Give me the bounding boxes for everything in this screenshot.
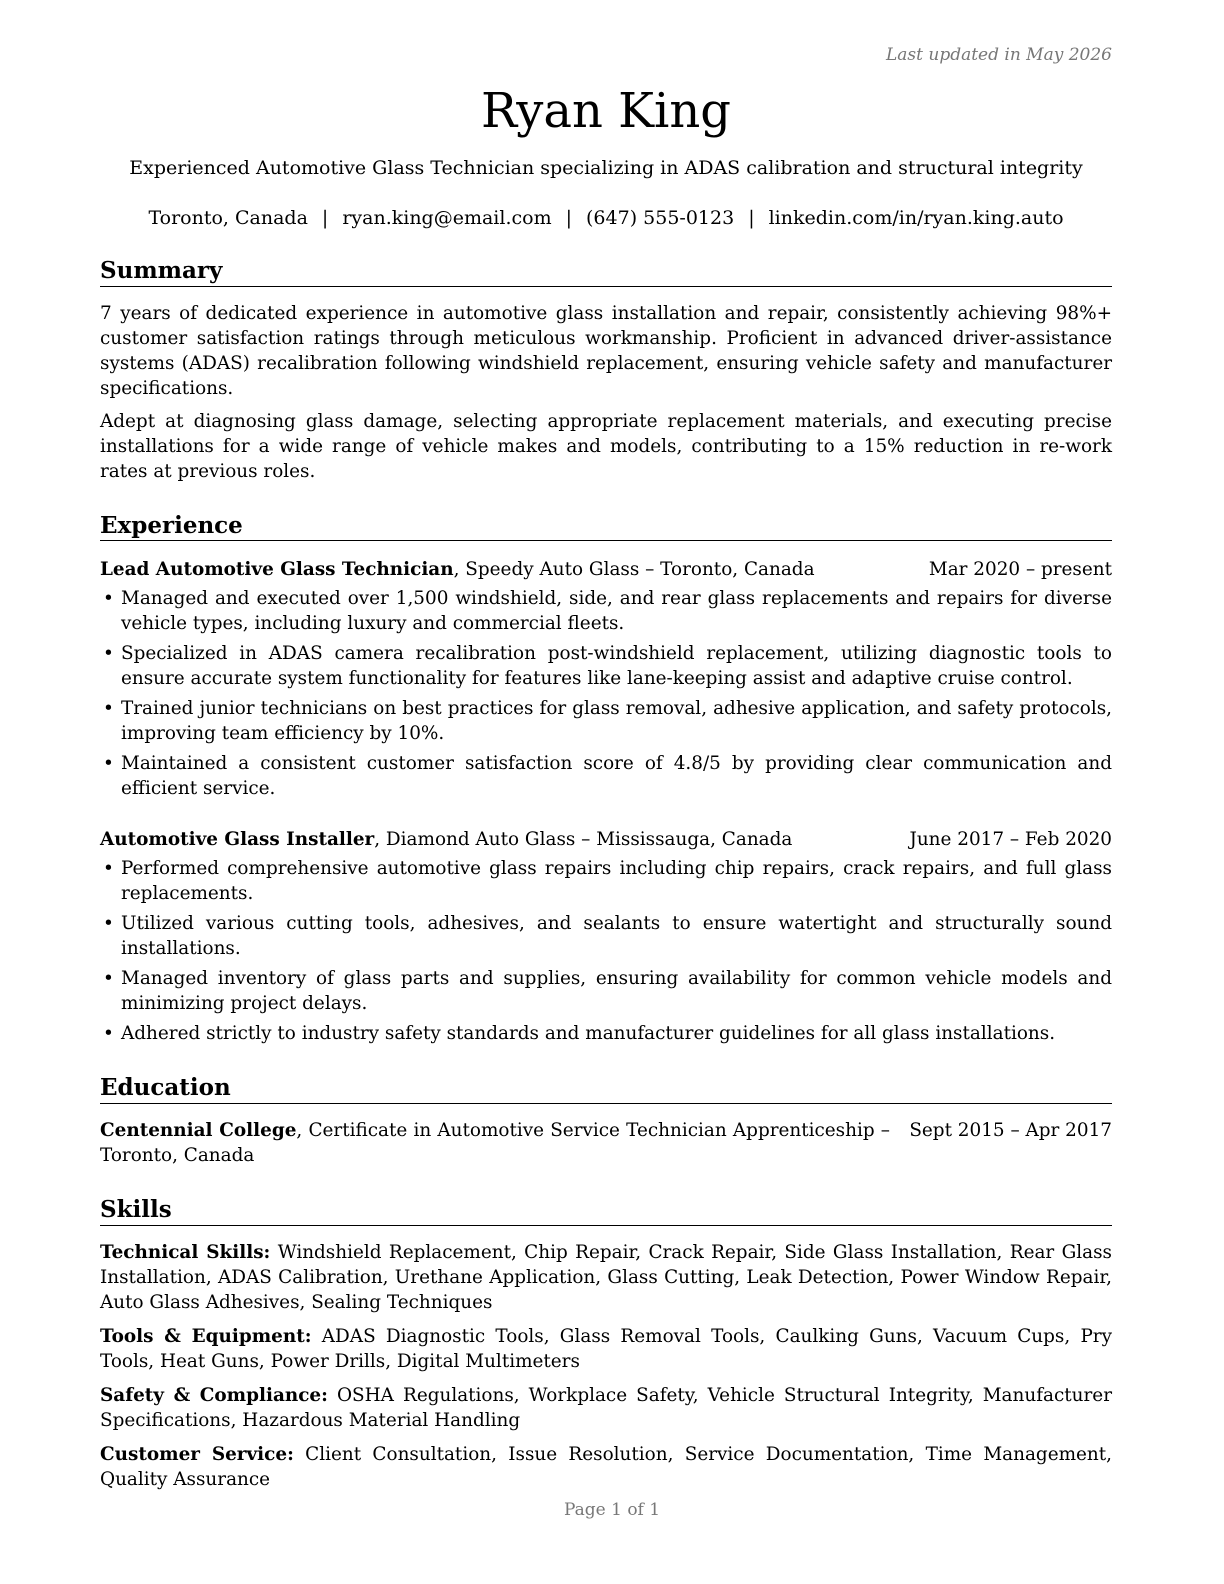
summary-heading: Summary <box>100 257 1112 287</box>
contact-separator: | <box>565 207 573 230</box>
list-item: • Managed inventory of glass parts and supplies, ensuring availability for common vehicle models and minimizing project delays. <box>100 966 1112 1016</box>
skill-label: Tools & Equipment: <box>100 1325 312 1347</box>
page-number: Page 1 of 1 <box>563 1500 661 1520</box>
list-item: • Trained junior technicians on best practices for glass removal, adhesive application, and safety protocols, improving team efficiency by 10%. <box>100 696 1112 746</box>
skill-group <box>100 1442 1112 1492</box>
contact-line <box>100 207 1112 229</box>
last-updated: Last updated in May 2026 <box>885 45 1112 65</box>
job-entry <box>100 827 1112 1046</box>
summary-paragraph: 7 years of dedicated experience in automotive glass installation and repair, consistently achieving 98%+ customer satisfaction ratings through meticulous workmanship. Proficient in advanced driver-assistance systems (ADAS) recalibration following windshield replacement, ensuring vehicle safety and manufacturer specifications. <box>100 302 1112 399</box>
education-entry <box>100 1118 1112 1168</box>
skill-group <box>100 1324 1112 1374</box>
experience-heading: Experience <box>100 512 1112 542</box>
skill-group <box>100 1240 1112 1315</box>
skill-group <box>100 1383 1112 1433</box>
list-item: • Utilized various cutting tools, adhesives, and sealants to ensure watertight and structurally sound installations. <box>100 911 1112 961</box>
job-company: , Diamond Auto Glass – Mississauga, Canada <box>374 829 793 851</box>
education-dates: Sept 2015 – Apr 2017 <box>909 1119 1112 1141</box>
skill-items: OSHA Regulations, Workplace Safety, Vehicle Structural Integrity, Manufacturer Specifications, Hazardous Material Handling <box>100 1384 1112 1431</box>
job-header <box>100 827 1112 852</box>
job-dates: June 2017 – Feb 2020 <box>909 829 1112 851</box>
list-item: • Maintained a consistent customer satisfaction score of 4.8/5 by providing clear communication and efficient service. <box>100 751 1112 801</box>
job-bullets <box>100 586 1112 801</box>
job-entry <box>100 557 1112 801</box>
list-item: • Specialized in ADAS camera recalibration post-windshield replacement, utilizing diagnostic tools to ensure accurate system functionality for features like lane-keeping assist and adaptive cruise control. <box>100 641 1112 691</box>
job-title-line <box>100 557 815 582</box>
contact-phone[interactable]: (647) 555-0123 <box>586 207 735 230</box>
list-item: • Performed comprehensive automotive glass repairs including chip repairs, crack repairs, and full glass replacements. <box>100 856 1112 906</box>
candidate-name: Ryan King <box>480 83 732 139</box>
education-detail <box>100 1118 890 1168</box>
skill-label: Customer Service: <box>100 1443 294 1465</box>
education-heading: Education <box>100 1074 1112 1104</box>
job-header <box>100 557 1112 582</box>
skill-items: Windshield Replacement, Chip Repair, Crack Repair, Side Glass Installation, Rear Glass Installation, ADAS Calibration, Urethane Application, Glass Cutting, Leak Detection, Power Window Repair, Auto Glass Adhesives, Sealing Techniques <box>100 1241 1112 1313</box>
job-title-line <box>100 827 792 852</box>
education-program: , Certificate in Automotive Service Technician Apprenticeship – Toronto, Canada <box>100 1119 891 1166</box>
contact-separator: | <box>321 207 329 230</box>
tagline: Experienced Automotive Glass Technician specializing in ADAS calibration and structural integrity <box>129 157 1083 180</box>
list-item: • Adhered strictly to industry safety standards and manufacturer guidelines for all glass installations. <box>100 1021 1112 1046</box>
skill-label: Technical Skills: <box>100 1241 271 1263</box>
contact-location: Toronto, Canada <box>148 207 308 230</box>
job-dates: Mar 2020 – present <box>928 559 1112 581</box>
education-school: Centennial College <box>100 1119 297 1141</box>
contact-email[interactable]: ryan.king@email.com <box>342 207 552 230</box>
contact-linkedin[interactable]: linkedin.com/in/ryan.king.auto <box>768 207 1064 230</box>
job-role: Automotive Glass Installer <box>100 829 375 851</box>
list-item: • Managed and executed over 1,500 windshield, side, and rear glass replacements and repairs for diverse vehicle types, including luxury and commercial fleets. <box>100 586 1112 636</box>
summary-paragraph: Adept at diagnosing glass damage, selecting appropriate replacement materials, and executing precise installations for a wide range of vehicle makes and models, contributing to a 15% reduction in re-work rates at previous roles. <box>100 410 1112 482</box>
skills-heading: Skills <box>100 1196 1112 1226</box>
job-bullets <box>100 856 1112 1046</box>
skill-items: Client Consultation, Issue Resolution, Service Documentation, Time Management, Quality Assurance <box>100 1443 1112 1490</box>
job-company: , Speedy Auto Glass – Toronto, Canada <box>453 559 815 581</box>
skill-label: Safety & Compliance: <box>100 1384 328 1406</box>
contact-separator: | <box>748 207 755 230</box>
job-role: Lead Automotive Glass Technician <box>100 559 454 581</box>
skill-items: ADAS Diagnostic Tools, Glass Removal Tools, Caulking Guns, Vacuum Cups, Pry Tools, Heat Guns, Power Drills, Digital Multimeters <box>100 1325 1112 1372</box>
